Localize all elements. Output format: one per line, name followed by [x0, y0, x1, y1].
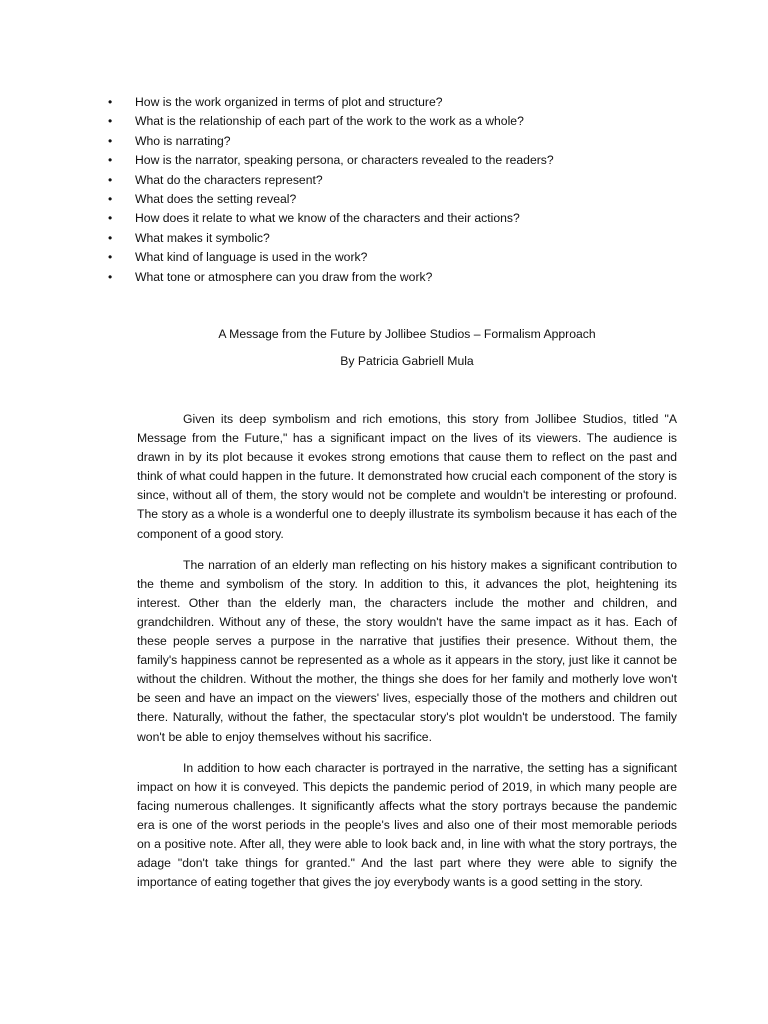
bullet-icon: • — [108, 153, 113, 168]
list-item — [108, 268, 668, 287]
bullet-icon: • — [108, 250, 113, 265]
paragraph: In addition to how each character is portrayed in the narrative, the setting has a significant impact on how it is conveyed. This depicts the pandemic period of 2019, in which many people are facing numerous challenges. It significantly affects what the story portrays because the pandemic era is one of the worst periods in the people's lives and also one of their most memorable periods on a positive note. After all, they were able to look back and, in line with what the story portrays, the adage "don't take things for granted." And the last part where they were able to signify the importance of eating together that gives the joy everybody wants is a good setting in the story. — [137, 760, 677, 890]
question-text: What is the relationship of each part of the work to the work as a whole? — [135, 114, 524, 129]
list-item — [108, 171, 668, 190]
essay-heading — [137, 325, 677, 370]
bullet-icon: • — [108, 133, 113, 148]
question-text: How is the work organized in terms of plot and structure? — [135, 95, 443, 109]
paragraph: The narration of an elderly man reflecting on his history makes a significant contribution to the theme and symbolism of the story. In addition to this, it advances the plot, heightening its interest. Other than the elderly man, the characters include the mother and children, and grandchildren. Without any of these, the story wouldn't have the same impact as it has. Each of these people serves a purpose in the narrative that justifies their presence. Without them, the family's happiness cannot be represented as a whole as it appears in the story, just like it cannot be without the children. Without the mother, the things she does for her family and motherly love won't be seen and have an impact on the viewers' lives, especially those of the mothers and children out there. Naturally, without the father, the spectacular story's plot wouldn't be understood. The family won't be able to enjoy themselves without his sacrifice. — [137, 557, 677, 744]
question-text: What tone or atmosphere can you draw from the work? — [135, 269, 433, 284]
question-text: How does it relate to what we know of the characters and their actions? — [135, 211, 520, 226]
essay-body — [137, 410, 677, 904]
essay-byline: By Patricia Gabriell Mula — [340, 354, 474, 368]
bullet-icon: • — [108, 211, 113, 226]
question-list — [108, 93, 668, 287]
bullet-icon: • — [108, 114, 113, 129]
list-item — [108, 248, 668, 267]
bullet-icon: • — [108, 172, 113, 187]
question-text: What kind of language is used in the work? — [135, 250, 368, 265]
question-text: How is the narrator, speaking persona, or characters revealed to the readers? — [135, 153, 554, 168]
paragraph: Given its deep symbolism and rich emotions, this story from Jollibee Studios, titled "A Message from the Future," has a significant impact on the lives of its viewers. The audience is drawn in by its plot because it evokes strong emotions that cause them to reflect on the past and think of what could happen in the future. It demonstrated how crucial each component of the story is since, without all of them, the story would not be complete and wouldn't be interesting or profound. The story as a whole is a wonderful one to deeply illustrate its symbolism because it has each of the component of a good story. — [137, 412, 677, 541]
bullet-icon: • — [108, 192, 113, 207]
list-item — [108, 151, 668, 170]
list-item — [108, 112, 668, 131]
question-text: What do the characters represent? — [135, 172, 323, 187]
question-text: What makes it symbolic? — [135, 230, 270, 245]
bullet-icon: • — [108, 95, 113, 109]
list-item — [108, 229, 668, 248]
list-item — [108, 190, 668, 209]
bullet-icon: • — [108, 230, 113, 245]
list-item — [108, 93, 668, 112]
question-text: Who is narrating? — [135, 133, 231, 148]
list-item — [108, 132, 668, 151]
question-text: What does the setting reveal? — [135, 192, 297, 207]
list-item — [108, 209, 668, 228]
essay-title: A Message from the Future by Jollibee Studios – Formalism Approach — [218, 327, 596, 341]
bullet-icon: • — [108, 269, 113, 284]
